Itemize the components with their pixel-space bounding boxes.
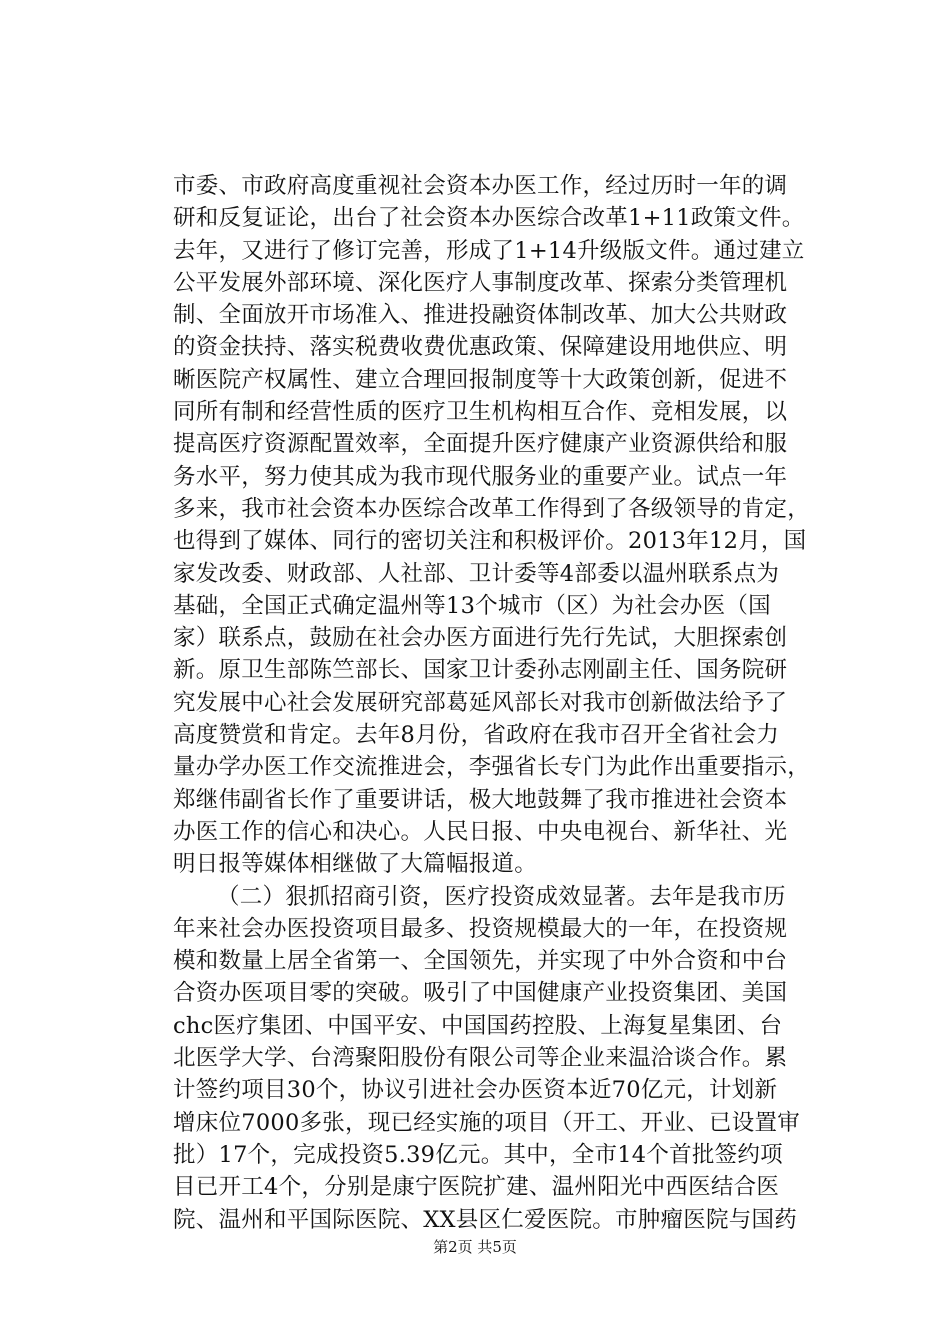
text-line: 明日报等媒体相继做了大篇幅报道。 xyxy=(173,851,538,878)
page-footer xyxy=(0,1237,950,1257)
text-line: 晰医院产权属性、建立合理回报制度等十大政策创新，促进不 xyxy=(173,366,788,393)
text-line: 量办学办医工作交流推进会，李强省长专门为此作出重要指示， xyxy=(173,754,811,781)
text-line: 新。原卫生部陈竺部长、国家卫计委孙志刚副主任、国务院研 xyxy=(173,657,788,684)
text-line: 家发改委、财政部、人社部、卫计委等4部委以温州联系点为 xyxy=(173,560,780,587)
text-line: 增床位7000多张，现已经实施的项目（开工、开业、已设置审 xyxy=(173,1109,801,1136)
body-text xyxy=(173,170,813,1236)
text-line: 批）17个，完成投资5.39亿元。其中，全市14个首批签约项 xyxy=(173,1141,783,1168)
text-line: 务水平，努力使其成为我市现代服务业的重要产业。试点一年 xyxy=(173,463,788,490)
text-line: 高度赞赏和肯定。去年8月份，省政府在我市召开全省社会力 xyxy=(173,722,780,749)
text-line: 的资金扶持、落实税费收费优惠政策、保障建设用地供应、明 xyxy=(173,334,788,361)
text-line: 目已开工4个，分别是康宁医院扩建、温州阳光中西医结合医 xyxy=(173,1174,780,1201)
section-heading-line: （二）狠抓招商引资，医疗投资成效显著。去年是我市历 xyxy=(217,883,786,910)
text-line: 去年，又进行了修订完善，形成了1+14升级版文件。通过建立 xyxy=(173,237,805,264)
text-line: 郑继伟副省长作了重要讲话，极大地鼓舞了我市推进社会资本 xyxy=(173,786,788,813)
text-line: 也得到了媒体、同行的密切关注和积极评价。2013年12月，国 xyxy=(173,528,807,555)
text-line: 计签约项目30个，协议引进社会办医资本近70亿元，计划新 xyxy=(173,1077,778,1104)
text-line: 公平发展外部环境、深化医疗人事制度改革、探索分类管理机 xyxy=(173,269,788,296)
text-line: 家）联系点，鼓励在社会办医方面进行先行先试，大胆探索创 xyxy=(173,625,788,652)
text-line: 多来，我市社会资本办医综合改革工作得到了各级领导的肯定， xyxy=(173,495,811,522)
text-line: 提高医疗资源配置效率，全面提升医疗健康产业资源供给和服 xyxy=(173,431,788,458)
text-line: 模和数量上居全省第一、全国领先，并实现了中外合资和中台 xyxy=(173,948,788,975)
text-line: 制、全面放开市场准入、推进投融资体制改革、加大公共财政 xyxy=(173,302,788,329)
text-line: 北医学大学、台湾聚阳股份有限公司等企业来温洽谈合作。累 xyxy=(173,1045,788,1072)
text-line: 同所有制和经营性质的医疗卫生机构相互合作、竞相发展，以 xyxy=(173,399,788,426)
text-line: 合资办医项目零的突破。吸引了中国健康产业投资集团、美国 xyxy=(173,980,788,1007)
text-line: 办医工作的信心和决心。人民日报、中央电视台、新华社、光 xyxy=(173,818,788,845)
text-line: 研和反复证论，出台了社会资本办医综合改革1+11政策文件。 xyxy=(173,205,805,232)
text-line: 究发展中心社会发展研究部葛延风部长对我市创新做法给予了 xyxy=(173,689,788,716)
text-line: 基础，全国正式确定温州等13个城市（区）为社会办医（国 xyxy=(173,592,771,619)
text-line: 年来社会办医投资项目最多、投资规模最大的一年，在投资规 xyxy=(173,915,788,942)
text-line: 市委、市政府高度重视社会资本办医工作，经过历时一年的调 xyxy=(173,173,788,199)
text-line: 院、温州和平国际医院、XX县区仁爱医院。市肿瘤医院与国药 xyxy=(173,1206,798,1233)
text-line: chc医疗集团、中国平安、中国国药控股、上海复星集团、台 xyxy=(173,1012,783,1039)
page-number: 第2页 共5页 xyxy=(433,1238,517,1256)
